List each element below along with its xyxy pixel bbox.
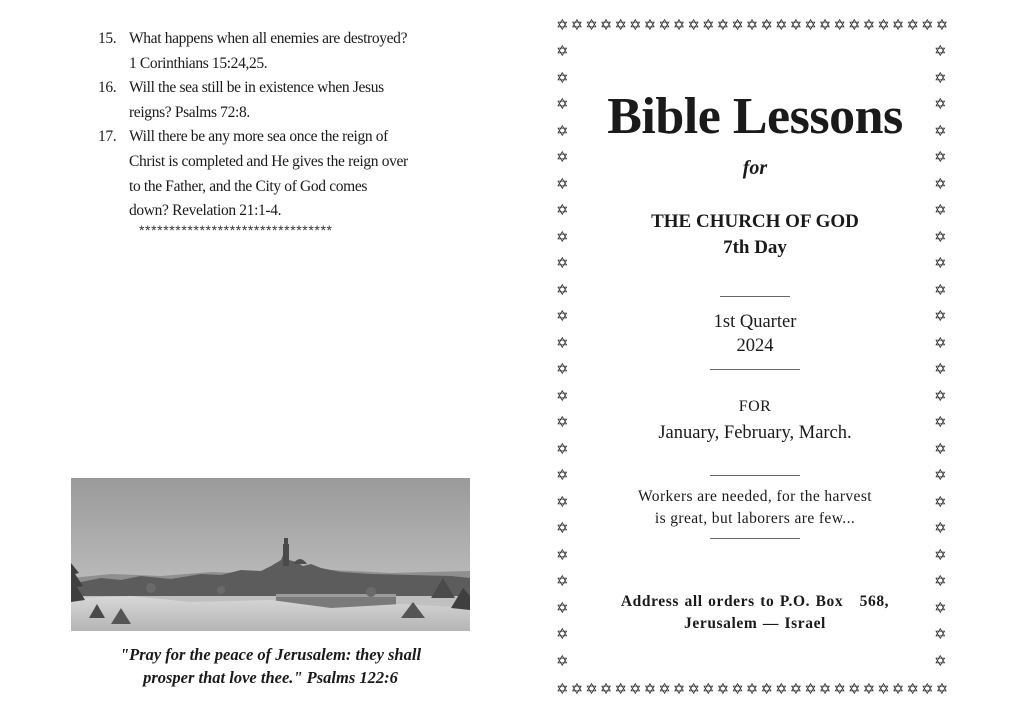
star-of-david-icon: ✡ — [556, 466, 569, 484]
question-text: Will there be any more sea once the reign of Christ is completed and He gives the reign over to the Father, and the City of God comes down? Revelation 21:1-4. — [129, 128, 408, 220]
star-of-david-icon: ✡ — [934, 519, 947, 537]
star-of-david-icon: ✡ — [643, 16, 657, 34]
question-item — [98, 76, 478, 125]
cover-title: Bible Lessons — [607, 88, 903, 145]
star-of-david-icon: ✡ — [906, 680, 919, 698]
star-of-david-icon: ✡ — [556, 545, 569, 564]
star-of-david-icon: ✡ — [599, 16, 613, 34]
jerusalem-photo-image — [71, 478, 470, 631]
star-of-david-icon: ✡ — [877, 680, 890, 698]
star-of-david-icon: ✡ — [935, 16, 949, 34]
questions-list — [98, 27, 478, 224]
church-name-line: 7th Day — [723, 237, 787, 258]
star-of-david-icon: ✡ — [934, 625, 947, 643]
star-of-david-icon: ✡ — [848, 680, 861, 698]
star-of-david-icon: ✡ — [745, 16, 759, 34]
star-of-david-icon: ✡ — [556, 413, 569, 431]
star-of-david-icon: ✡ — [934, 333, 947, 352]
star-of-david-icon: ✡ — [658, 680, 671, 698]
star-of-david-icon: ✡ — [934, 174, 947, 193]
star-of-david-icon: ✡ — [934, 360, 947, 378]
workers-line: Workers are needed, for the harvest — [638, 488, 872, 505]
caption-line: "Pray for the peace of Jerusalem: they shall — [119, 645, 422, 664]
star-of-david-icon: ✡ — [702, 680, 715, 698]
cover-for: for — [742, 157, 768, 179]
star-of-david-icon: ✡ — [934, 651, 947, 670]
church-name-line: THE CHURCH OF GOD — [651, 211, 859, 232]
star-of-david-icon: ✡ — [789, 680, 803, 698]
star-of-david-icon: ✡ — [716, 16, 730, 34]
star-of-david-icon: ✡ — [934, 95, 947, 113]
star-of-david-icon: ✡ — [556, 148, 569, 166]
star-of-david-icon: ✡ — [672, 16, 686, 34]
star-of-david-icon: ✡ — [556, 651, 569, 670]
star-of-david-icon: ✡ — [556, 201, 569, 219]
star-of-david-icon: ✡ — [702, 16, 715, 34]
for-label: FOR — [738, 398, 772, 415]
star-of-david-icon: ✡ — [629, 680, 642, 698]
star-of-david-icon: ✡ — [934, 201, 947, 219]
star-of-david-icon: ✡ — [556, 95, 569, 113]
star-of-david-icon: ✡ — [599, 680, 613, 698]
star-of-david-icon: ✡ — [556, 121, 569, 140]
church-name — [580, 209, 930, 261]
star-of-david-icon: ✡ — [745, 680, 759, 698]
star-of-david-icon: ✡ — [556, 519, 569, 537]
star-of-david-icon: ✡ — [934, 254, 947, 272]
star-of-david-icon: ✡ — [921, 16, 934, 34]
question-text: What happens when all enemies are destroyed? 1 Corinthians 15:24,25. — [129, 30, 408, 72]
star-of-david-icon: ✡ — [934, 439, 947, 458]
star-of-david-icon: ✡ — [934, 598, 947, 617]
star-of-david-icon: ✡ — [585, 680, 598, 698]
months-label: January, February, March. — [658, 423, 852, 443]
star-of-david-icon: ✡ — [862, 680, 876, 698]
question-item — [98, 27, 478, 76]
star-border-left — [556, 42, 574, 676]
star-of-david-icon: ✡ — [614, 680, 627, 698]
star-of-david-icon: ✡ — [556, 16, 569, 34]
star-of-david-icon: ✡ — [556, 386, 569, 405]
star-of-david-icon: ✡ — [934, 413, 947, 431]
star-of-david-icon: ✡ — [760, 16, 773, 34]
star-of-david-icon: ✡ — [556, 492, 569, 511]
star-of-david-icon: ✡ — [658, 16, 671, 34]
star-of-david-icon: ✡ — [687, 16, 700, 34]
question-number: 15. — [98, 30, 117, 47]
star-of-david-icon: ✡ — [934, 227, 947, 246]
star-of-david-icon: ✡ — [556, 360, 569, 378]
star-of-david-icon: ✡ — [891, 16, 905, 34]
star-of-david-icon: ✡ — [934, 42, 947, 60]
star-of-david-icon: ✡ — [934, 307, 947, 325]
star-of-david-icon: ✡ — [935, 680, 949, 698]
star-of-david-icon: ✡ — [804, 16, 817, 34]
address-block — [580, 591, 930, 635]
star-of-david-icon: ✡ — [570, 16, 584, 34]
year-label: 2024 — [736, 336, 774, 356]
star-of-david-icon: ✡ — [934, 386, 947, 405]
star-of-david-icon: ✡ — [570, 680, 584, 698]
star-of-david-icon: ✡ — [556, 280, 569, 299]
star-of-david-icon: ✡ — [556, 572, 569, 590]
star-of-david-icon: ✡ — [556, 625, 569, 643]
star-of-david-icon: ✡ — [556, 598, 569, 617]
star-of-david-icon: ✡ — [862, 16, 876, 34]
star-of-david-icon: ✡ — [556, 680, 569, 698]
star-of-david-icon: ✡ — [934, 68, 947, 87]
question-text: Will the sea still be in existence when Jesus reigns? Psalms 72:8. — [129, 79, 384, 121]
star-of-david-icon: ✡ — [643, 680, 657, 698]
star-of-david-icon: ✡ — [934, 148, 947, 166]
star-of-david-icon: ✡ — [921, 680, 934, 698]
star-of-david-icon: ✡ — [556, 42, 569, 60]
star-of-david-icon: ✡ — [556, 307, 569, 325]
star-of-david-icon: ✡ — [687, 680, 700, 698]
workers-quote — [580, 486, 930, 530]
star-of-david-icon: ✡ — [614, 16, 627, 34]
star-border-top — [556, 16, 952, 34]
question-number: 16. — [98, 79, 117, 97]
quarter-info — [580, 310, 930, 358]
question-number: 17. — [98, 128, 117, 146]
star-of-david-icon: ✡ — [818, 680, 832, 698]
workers-line: is great, but laborers are few... — [654, 510, 856, 527]
star-of-david-icon: ✡ — [934, 121, 947, 140]
star-of-david-icon: ✡ — [877, 16, 890, 34]
star-of-david-icon: ✡ — [906, 16, 919, 34]
photo-caption — [71, 643, 470, 689]
star-of-david-icon: ✡ — [556, 174, 569, 193]
question-item — [98, 125, 478, 223]
star-of-david-icon: ✡ — [585, 16, 598, 34]
star-of-david-icon: ✡ — [833, 680, 846, 698]
caption-line: prosper that love thee." Psalms 122:6 — [143, 668, 398, 687]
star-of-david-icon: ✡ — [789, 16, 803, 34]
star-of-david-icon: ✡ — [775, 16, 788, 34]
star-of-david-icon: ✡ — [818, 16, 832, 34]
star-of-david-icon: ✡ — [556, 68, 569, 87]
star-of-david-icon: ✡ — [731, 680, 744, 698]
address-line: Jerusalem — Israel — [684, 615, 826, 632]
star-of-david-icon: ✡ — [556, 254, 569, 272]
star-of-david-icon: ✡ — [760, 680, 773, 698]
star-of-david-icon: ✡ — [804, 680, 817, 698]
star-of-david-icon: ✡ — [833, 16, 846, 34]
star-of-david-icon: ✡ — [716, 680, 730, 698]
quarter-label: 1st Quarter — [713, 312, 797, 332]
star-of-david-icon: ✡ — [934, 466, 947, 484]
jerusalem-photo — [71, 478, 470, 631]
star-of-david-icon: ✡ — [891, 680, 905, 698]
star-of-david-icon: ✡ — [934, 572, 947, 590]
star-border-right — [934, 42, 952, 676]
star-border-bottom — [556, 680, 952, 698]
star-of-david-icon: ✡ — [934, 280, 947, 299]
star-of-david-icon: ✡ — [556, 227, 569, 246]
address-line: Address all orders to P.O. Box 568, — [620, 593, 890, 610]
star-of-david-icon: ✡ — [556, 439, 569, 458]
star-of-david-icon: ✡ — [556, 333, 569, 352]
star-of-david-icon: ✡ — [934, 545, 947, 564]
star-of-david-icon: ✡ — [672, 680, 686, 698]
star-of-david-icon: ✡ — [848, 16, 861, 34]
star-of-david-icon: ✡ — [775, 680, 788, 698]
star-of-david-icon: ✡ — [934, 492, 947, 511]
star-of-david-icon: ✡ — [629, 16, 642, 34]
asterisk-separator: ******************************** — [139, 222, 333, 238]
star-of-david-icon: ✡ — [731, 16, 744, 34]
